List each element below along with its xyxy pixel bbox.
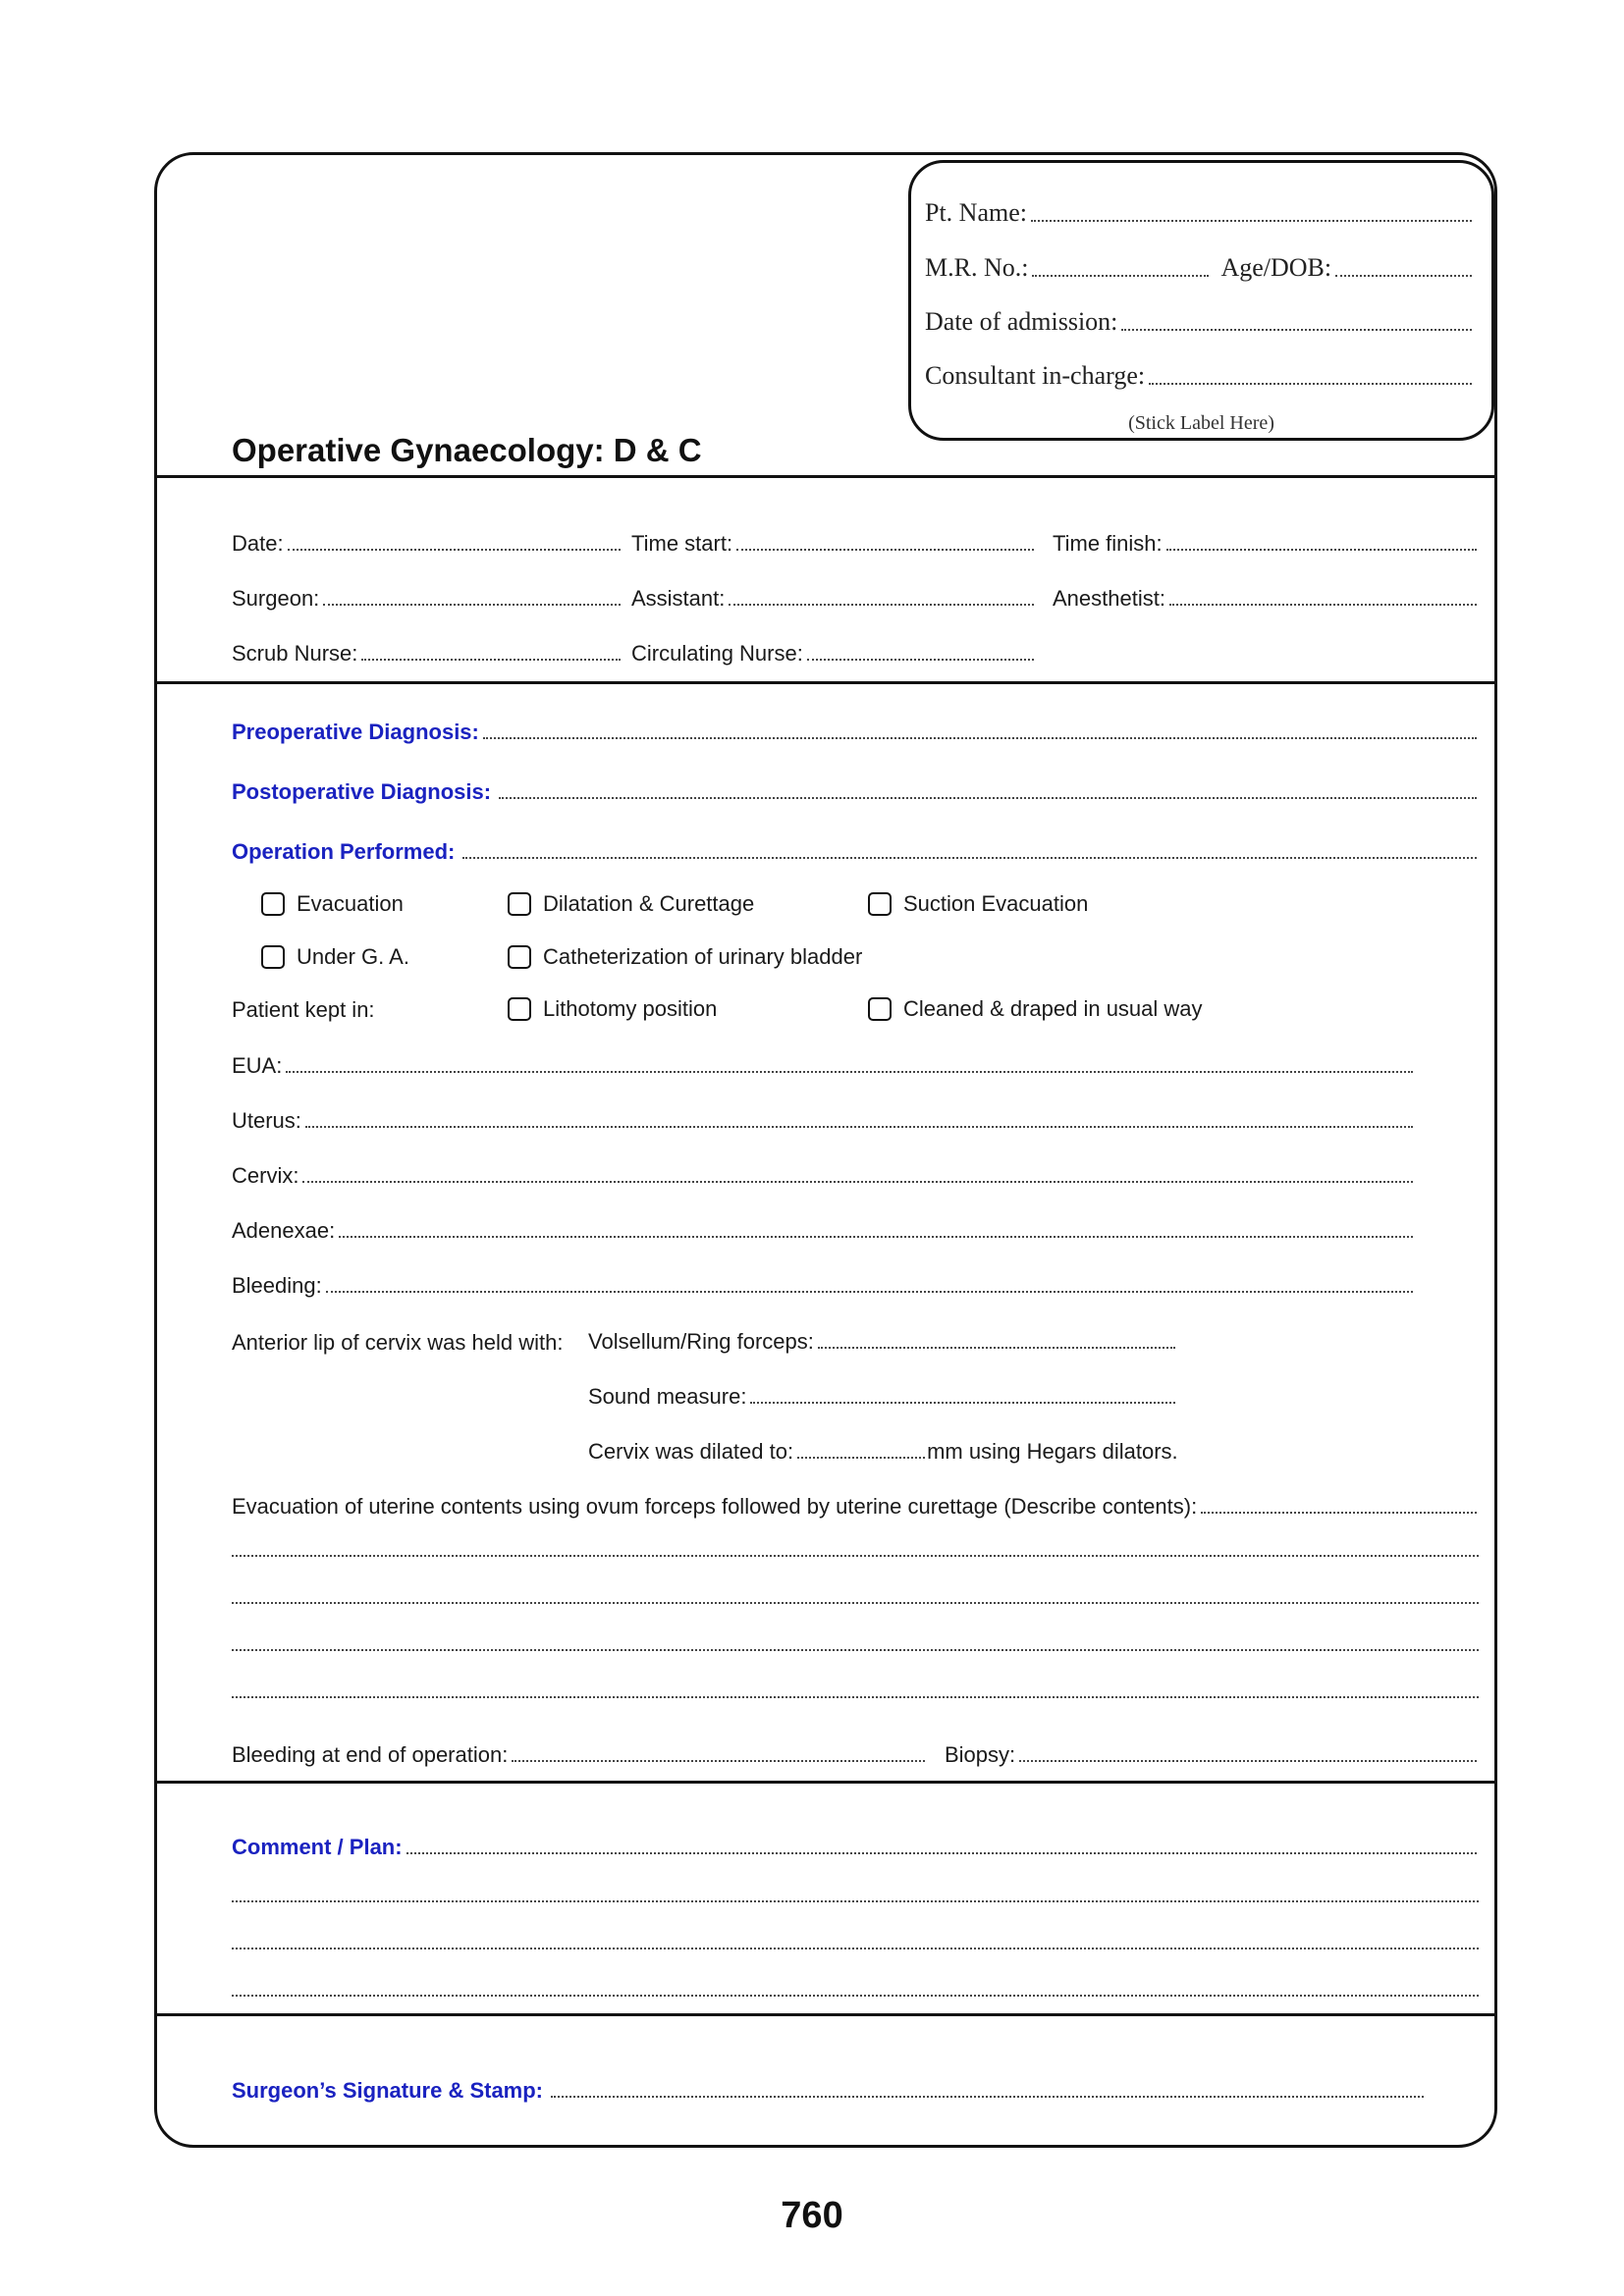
eua-line[interactable] [286, 1071, 1413, 1073]
mr-no-label: M.R. No.: [925, 253, 1029, 282]
anesthetist-line[interactable] [1169, 604, 1477, 606]
assistant-field[interactable] [631, 586, 1036, 612]
cervix-label: Cervix: [232, 1163, 299, 1188]
dilatation-checkbox[interactable] [508, 891, 754, 917]
anesthetist-field[interactable] [1053, 586, 1479, 612]
adenexae-line[interactable] [339, 1236, 1413, 1238]
bleeding-end-field[interactable] [232, 1742, 927, 1768]
pt-name-line[interactable] [1031, 220, 1472, 222]
signature-line[interactable] [551, 2096, 1424, 2098]
assistant-label: Assistant: [631, 586, 726, 611]
divider-3 [154, 1781, 1497, 1784]
lithotomy-checkbox[interactable] [508, 996, 717, 1022]
comment-label: Comment / Plan: [232, 1835, 403, 1859]
dilatation-label: Dilatation & Curettage [543, 891, 755, 916]
evacuation-label: Evacuation [297, 891, 404, 916]
cervix-dilated-field[interactable] [588, 1439, 1178, 1465]
surgeon-line[interactable] [323, 604, 621, 606]
signature-label: Surgeon’s Signature & Stamp: [232, 2078, 544, 2103]
biopsy-field[interactable] [945, 1742, 1479, 1768]
date-line[interactable] [288, 549, 621, 551]
circulating-nurse-label: Circulating Nurse: [631, 641, 803, 666]
biopsy-line[interactable] [1019, 1760, 1477, 1762]
mr-no-field[interactable] [925, 253, 1474, 283]
checkbox-box[interactable] [868, 997, 892, 1021]
checkbox-box[interactable] [261, 945, 285, 969]
checkbox-box[interactable] [508, 997, 531, 1021]
cervix-field[interactable] [232, 1163, 1415, 1189]
anterior-lip-label: Anterior lip of cervix was held with: [232, 1330, 564, 1355]
operation-performed-field[interactable] [232, 839, 1479, 865]
eua-label: EUA: [232, 1053, 283, 1078]
time-finish-label: Time finish: [1053, 531, 1163, 556]
preop-diagnosis-field[interactable] [232, 720, 1479, 745]
volsellum-field[interactable] [588, 1329, 1177, 1355]
uterus-line[interactable] [305, 1126, 1413, 1128]
bleeding-field[interactable] [232, 1273, 1415, 1299]
evacuation-contents-field[interactable] [232, 1494, 1479, 1520]
comment-field[interactable] [232, 1835, 1479, 1860]
page-title: Operative Gynaecology: D & C [232, 432, 702, 468]
contents-line-2[interactable] [232, 1602, 1479, 1604]
checkbox-box[interactable] [868, 892, 892, 916]
surgeon-label: Surgeon: [232, 586, 320, 611]
biopsy-label: Biopsy: [945, 1742, 1016, 1767]
checkbox-box[interactable] [508, 945, 531, 969]
uterus-field[interactable] [232, 1108, 1415, 1134]
time-start-field[interactable] [631, 531, 1036, 557]
suction-label: Suction Evacuation [903, 891, 1089, 916]
bleeding-end-label: Bleeding at end of operation: [232, 1742, 509, 1767]
adenexae-field[interactable] [232, 1218, 1415, 1244]
scrub-nurse-label: Scrub Nurse: [232, 641, 358, 666]
under-ga-label: Under G. A. [297, 944, 409, 969]
patient-label-box [908, 160, 1494, 441]
uterus-label: Uterus: [232, 1108, 301, 1133]
volsellum-line[interactable] [818, 1347, 1175, 1349]
bleeding-label: Bleeding: [232, 1273, 322, 1298]
circulating-nurse-line[interactable] [807, 659, 1034, 661]
contents-line-1[interactable] [232, 1555, 1479, 1557]
admission-label: Date of admission: [925, 307, 1118, 336]
sound-measure-label: Sound measure: [588, 1384, 747, 1409]
cleaned-label: Cleaned & draped in usual way [903, 996, 1203, 1021]
evacuation-checkbox[interactable] [261, 891, 404, 917]
sound-measure-field[interactable] [588, 1384, 1177, 1410]
comment-line-3[interactable] [232, 1948, 1479, 1949]
adenexae-label: Adenexae: [232, 1218, 336, 1243]
lithotomy-label: Lithotomy position [543, 996, 718, 1021]
age-dob-label: Age/DOB: [1220, 253, 1332, 282]
stick-label-hint: (Stick Label Here) [1128, 412, 1274, 434]
scrub-nurse-field[interactable] [232, 641, 623, 667]
contents-line-3[interactable] [232, 1649, 1479, 1651]
checkbox-box[interactable] [261, 892, 285, 916]
patient-kept-in-label: Patient kept in: [232, 997, 375, 1022]
comment-line-4[interactable] [232, 1995, 1479, 1997]
comment-line-2[interactable] [232, 1900, 1479, 1902]
volsellum-label: Volsellum/Ring forceps: [588, 1329, 814, 1354]
age-dob-line[interactable] [1335, 275, 1472, 277]
scrub-nurse-line[interactable] [361, 659, 621, 661]
preop-diagnosis-label: Preoperative Diagnosis: [232, 720, 479, 744]
pt-name-label: Pt. Name: [925, 198, 1027, 227]
divider-2 [154, 681, 1497, 684]
eua-field[interactable] [232, 1053, 1415, 1079]
operation-performed-line[interactable] [462, 857, 1477, 859]
postop-diagnosis-label: Postoperative Diagnosis: [232, 779, 492, 804]
signature-field[interactable] [232, 2078, 1426, 2104]
time-finish-line[interactable] [1166, 549, 1477, 551]
evacuation-contents-line[interactable] [1201, 1512, 1477, 1514]
admission-line[interactable] [1121, 329, 1472, 331]
bleeding-line[interactable] [326, 1291, 1413, 1293]
page-number: 760 [781, 2195, 843, 2236]
divider-4 [154, 2013, 1497, 2016]
mm-using-label: mm using Hegars dilators. [927, 1439, 1178, 1464]
cervix-line[interactable] [302, 1181, 1413, 1183]
date-field[interactable] [232, 531, 623, 557]
comment-line[interactable] [406, 1852, 1477, 1854]
catheterization-label: Catheterization of urinary bladder [543, 944, 863, 969]
under-ga-checkbox[interactable] [261, 944, 409, 970]
cleaned-checkbox[interactable] [868, 996, 1203, 1022]
pt-name-field[interactable] [925, 198, 1474, 228]
consultant-label: Consultant in-charge: [925, 361, 1146, 390]
operation-performed-label: Operation Performed: [232, 839, 456, 864]
preop-diagnosis-line[interactable] [483, 737, 1477, 739]
checkbox-box[interactable] [508, 892, 531, 916]
circulating-nurse-field[interactable] [631, 641, 1036, 667]
postop-diagnosis-field[interactable] [232, 779, 1479, 805]
bleeding-end-line[interactable] [512, 1760, 925, 1762]
date-label: Date: [232, 531, 284, 556]
time-start-line[interactable] [736, 549, 1034, 551]
contents-line-4[interactable] [232, 1696, 1479, 1698]
time-finish-field[interactable] [1053, 531, 1479, 557]
suction-checkbox[interactable] [868, 891, 1088, 917]
catheterization-checkbox[interactable] [508, 944, 862, 970]
mr-no-line[interactable] [1032, 275, 1209, 277]
sound-measure-line[interactable] [750, 1402, 1175, 1404]
anesthetist-label: Anesthetist: [1053, 586, 1165, 611]
assistant-line[interactable] [729, 604, 1034, 606]
postop-diagnosis-line[interactable] [499, 797, 1477, 799]
cervix-dilated-label: Cervix was dilated to: [588, 1439, 794, 1464]
consultant-line[interactable] [1149, 383, 1472, 385]
consultant-field[interactable] [925, 361, 1474, 391]
surgeon-field[interactable] [232, 586, 623, 612]
evacuation-contents-label: Evacuation of uterine contents using ovum forceps followed by uterine curettage (Describe contents): [232, 1494, 1198, 1519]
divider-1 [154, 475, 1497, 478]
cervix-dilated-line[interactable] [797, 1457, 925, 1459]
admission-field[interactable] [925, 307, 1474, 337]
time-start-label: Time start: [631, 531, 733, 556]
